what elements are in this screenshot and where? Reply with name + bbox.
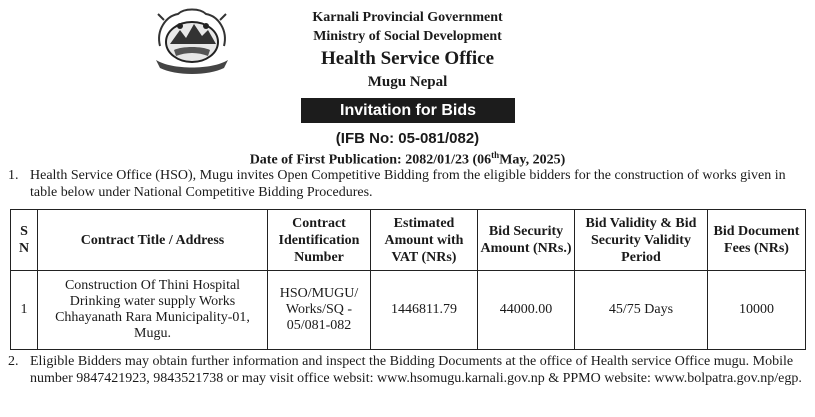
publication-date-suffix: May, 2025) bbox=[499, 152, 566, 168]
cell-bid-validity: 45/75 Days bbox=[575, 271, 708, 350]
cell-document-fees: 10000 bbox=[708, 271, 806, 350]
cell-contract-id: HSO/MUGU/ Works/SQ - 05/081-082 bbox=[268, 271, 371, 350]
publication-date-sup: th bbox=[491, 150, 500, 160]
paragraph-1 bbox=[8, 167, 808, 201]
header-contract-title: Contract Title / Address bbox=[38, 210, 268, 271]
cell-sn: 1 bbox=[11, 271, 38, 350]
office-name: Health Service Office bbox=[320, 48, 495, 69]
table-header-row bbox=[11, 210, 806, 271]
ministry-name: Ministry of Social Development bbox=[313, 29, 502, 44]
paragraph-text: Health Service Office (HSO), Mugu invites Open Competitive Bidding from the eligible bidders for the construction of works given in table below under National Competitive Bidding Procedures. bbox=[30, 168, 786, 200]
table-row bbox=[11, 271, 806, 350]
office-location: Mugu Nepal bbox=[367, 74, 448, 90]
cell-estimated-amount: 1446811.79 bbox=[371, 271, 478, 350]
header-contract-id: Contract Identification Number bbox=[268, 210, 371, 271]
paragraph-number: 1. bbox=[8, 168, 19, 183]
government-name: Karnali Provincial Government bbox=[312, 10, 503, 25]
header-bid-validity: Bid Validity & Bid Security Validity Period bbox=[575, 210, 708, 271]
publication-date-prefix: Date of First Publication: 2082/01/23 (06 bbox=[249, 152, 492, 168]
header-sn: S N bbox=[11, 210, 38, 271]
ifb-number: (IFB No: 05-081/082) bbox=[335, 130, 480, 147]
paragraph-number: 2. bbox=[8, 354, 19, 369]
publication-date bbox=[0, 150, 815, 169]
invitation-banner: Invitation for Bids bbox=[301, 98, 515, 123]
cell-bid-security: 44000.00 bbox=[478, 271, 575, 350]
cell-contract-title: Construction Of Thini Hospital Drinking water supply Works Chhayanath Rara Municipality-01, Mugu. bbox=[38, 271, 268, 350]
paragraph-2 bbox=[8, 353, 808, 387]
header-document-fees: Bid Document Fees (NRs) bbox=[708, 210, 806, 271]
bid-table bbox=[10, 209, 806, 350]
header-bid-security: Bid Security Amount (NRs.) bbox=[478, 210, 575, 271]
header-estimated-amount: Estimated Amount with VAT (NRs) bbox=[371, 210, 478, 271]
paragraph-text: Eligible Bidders may obtain further information and inspect the Bidding Documents at the office of Health service Office mugu. Mobile number 9847421923, 9843521738 or may visit office websit: www.hsomugu.karnali.gov.np & PPMO website: www.bolpatra.gov.np/egp. bbox=[30, 354, 802, 386]
